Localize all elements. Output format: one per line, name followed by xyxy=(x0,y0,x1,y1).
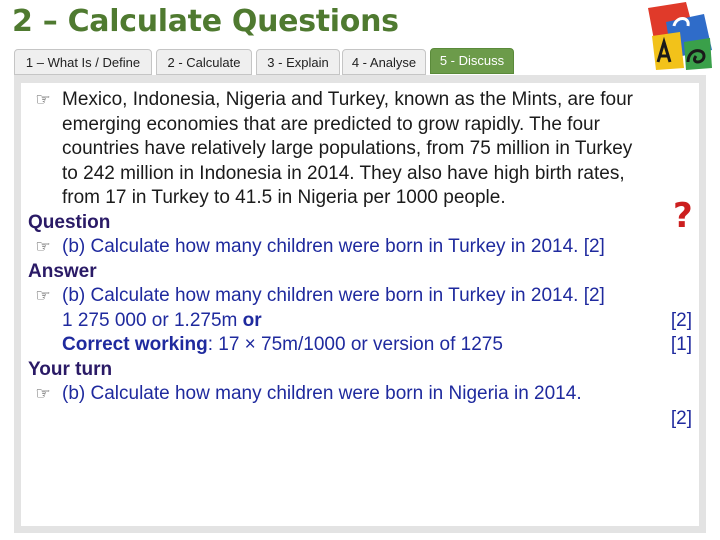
tab-analyse[interactable]: 4 - Analyse xyxy=(342,49,426,75)
working-text: : 17 × 75m/1000 or version of 1275 xyxy=(207,334,503,355)
intro-paragraph xyxy=(28,88,692,211)
pointing-hand-bullet-icon: ☞ xyxy=(35,286,51,305)
answer-question-text: (b) Calculate how many children were born in Turkey in 2014. [2] xyxy=(62,285,605,306)
answer-value: 1 275 000 or 1.275m xyxy=(62,309,238,331)
intro-text: Mexico, Indonesia, Nigeria and Turkey, known as the Mints, are four emerging economies that are predicted to grow rapidly. The four countries have relatively large populations, from 75 million in Turkey to 242 million in Indonesia in 2014. They also have high birth rates, from 17 in Turkey to 41.5 in Nigeria per 1000 people. xyxy=(62,89,633,208)
answer-heading: Answer xyxy=(28,260,97,282)
tab-explain[interactable]: 3 - Explain xyxy=(256,49,340,75)
working-marks: [1] xyxy=(670,334,692,355)
question-heading: Question xyxy=(28,211,111,233)
answer-line-2 xyxy=(62,333,692,358)
answer-line-1 xyxy=(62,309,692,334)
your-turn-marks: [2] xyxy=(670,407,692,429)
answer-item xyxy=(28,284,692,358)
tab-what-is-define[interactable]: 1 – What Is / Define xyxy=(14,49,152,75)
working-label: Correct working xyxy=(62,334,208,355)
question-mark-icon: ? xyxy=(673,196,693,236)
question-text: (b) Calculate how many children were born in Turkey in 2014. [2] xyxy=(62,236,605,257)
answer-or: or xyxy=(242,309,262,331)
your-turn-heading: Your turn xyxy=(28,358,113,380)
pointing-hand-bullet-icon: ☞ xyxy=(35,237,51,256)
tab-discuss[interactable]: 5 - Discuss xyxy=(430,48,514,74)
tab-calculate[interactable]: 2 - Calculate xyxy=(156,49,252,75)
content-area xyxy=(28,88,692,431)
your-turn-item xyxy=(28,382,692,431)
page-title: 2 – Calculate Questions xyxy=(12,4,399,39)
pointing-hand-bullet-icon: ☞ xyxy=(35,90,51,109)
pointing-hand-bullet-icon: ☞ xyxy=(35,384,51,403)
question-item xyxy=(28,235,692,260)
answer-marks: [2] xyxy=(670,309,692,331)
your-turn-text: (b) Calculate how many children were born in Nigeria in 2014. xyxy=(62,383,582,404)
aqa-logo-icon xyxy=(646,2,714,72)
